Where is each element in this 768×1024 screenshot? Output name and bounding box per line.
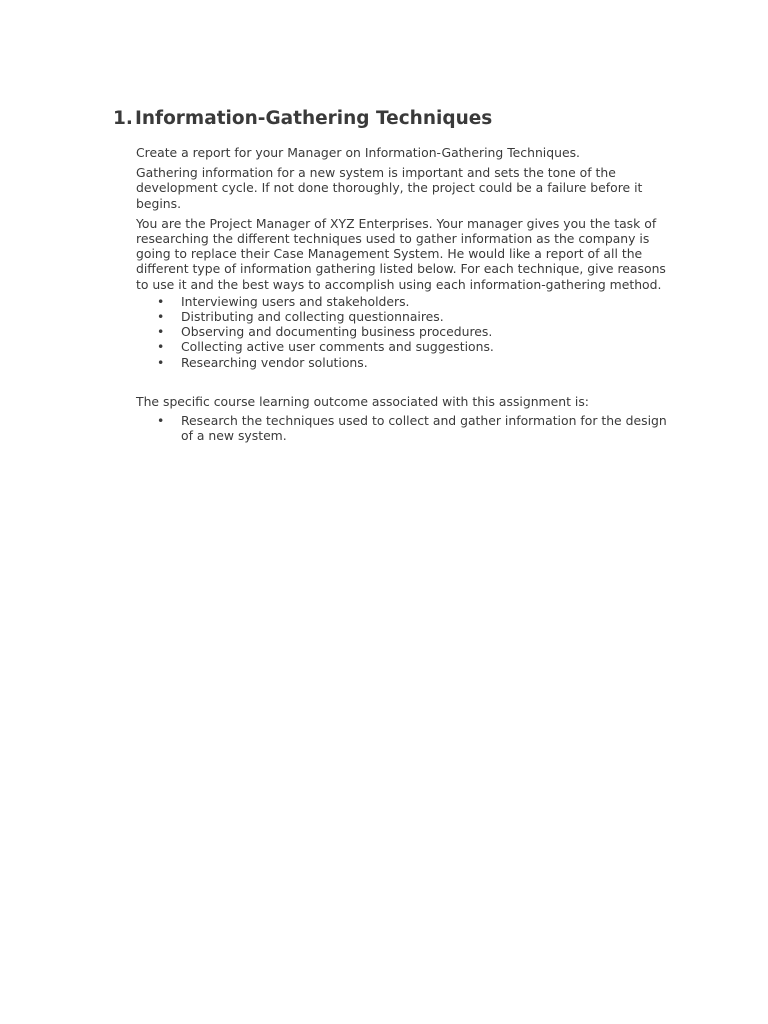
list-item <box>136 355 681 370</box>
paragraph-outcome-intro: The specific course learning outcome associated with this assignment is: <box>136 393 589 409</box>
list-item <box>136 294 681 309</box>
bullet-icon: • <box>157 413 165 429</box>
list-item-text: Collecting active user comments and suggestions. <box>181 339 494 355</box>
list-item-text: Interviewing users and stakeholders. <box>181 293 410 309</box>
bullet-icon: • <box>157 309 165 325</box>
list-item-text: Distributing and collecting questionnaires. <box>181 309 444 325</box>
paragraph-importance: Gathering information for a new system is important and sets the tone of the development cycle. If not done thoroughly, the project could be a failure before it begins. <box>136 165 643 211</box>
section-heading <box>113 106 492 132</box>
spacer <box>136 370 681 394</box>
list-item <box>136 339 681 354</box>
techniques-list <box>136 294 681 370</box>
list-item <box>136 309 681 324</box>
list-item <box>136 324 681 339</box>
heading-number: 1. <box>113 108 133 129</box>
list-item <box>136 413 681 443</box>
bullet-icon: • <box>157 293 165 309</box>
paragraph-report-request: Create a report for your Manager on Information-Gathering Techniques. <box>136 145 580 160</box>
bullet-icon: • <box>157 339 165 355</box>
list-item-text: Researching vendor solutions. <box>181 354 368 370</box>
bullet-icon: • <box>157 324 165 340</box>
outcomes-list <box>136 413 681 443</box>
bullet-icon: • <box>157 354 165 370</box>
paragraph-task-description: You are the Project Manager of XYZ Enterprises. Your manager gives you the task of researching the different techniques used to gather information as the company is going to replace their Case Management System. He would like a report of all the different type of information gathering listed below. For each technique, give reasons to use it and the best ways to accomplish using each information-gathering method. <box>136 215 666 292</box>
section-body <box>136 145 681 443</box>
list-item-text: Research the techniques used to collect and gather information for the design of a new system. <box>181 413 667 444</box>
heading-text: Information-Gathering Techniques <box>135 108 493 129</box>
list-item-text: Observing and documenting business procedures. <box>181 324 493 340</box>
